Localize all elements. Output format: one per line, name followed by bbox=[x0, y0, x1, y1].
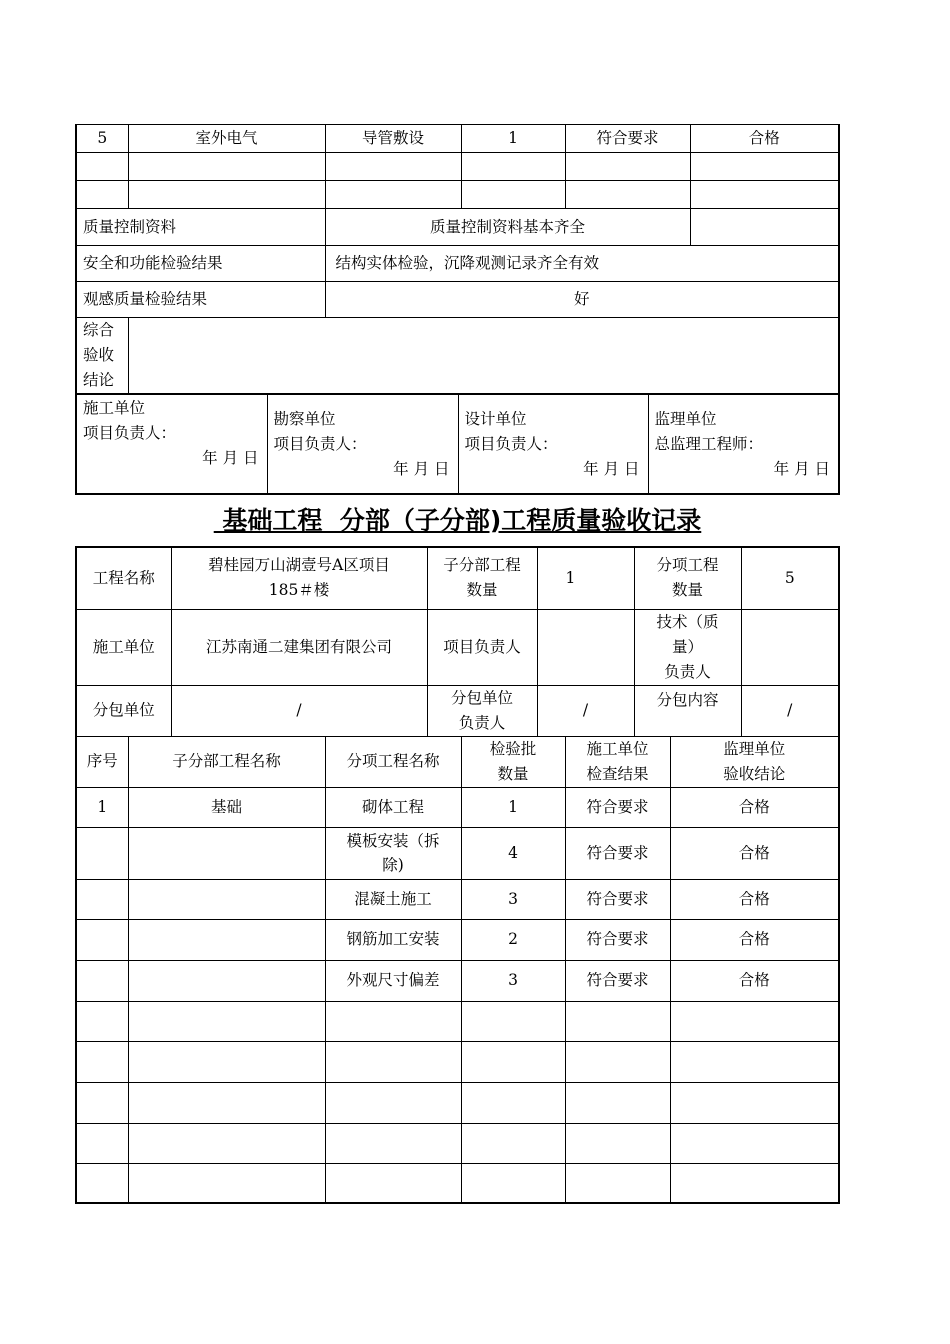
cell bbox=[565, 153, 690, 181]
tech-label-2: 量） bbox=[672, 637, 704, 656]
table-row bbox=[76, 318, 839, 395]
cell: 符合要求 bbox=[565, 960, 670, 1001]
header-supervisor-1: 监理单位 bbox=[723, 739, 786, 758]
table-row bbox=[76, 153, 839, 181]
conclusion-label-1: 综合 bbox=[83, 321, 115, 339]
cell bbox=[461, 153, 565, 181]
header-sub-name: 子分部工程名称 bbox=[128, 736, 325, 787]
cell: 4 bbox=[461, 827, 565, 879]
cell: 2 bbox=[461, 919, 565, 960]
appearance-value: 好 bbox=[325, 282, 839, 318]
signature-unit: 施工单位 bbox=[83, 399, 146, 417]
cell bbox=[76, 1001, 128, 1041]
cell bbox=[325, 153, 461, 181]
cell bbox=[128, 153, 325, 181]
cell bbox=[461, 1163, 565, 1203]
item-count-label-2: 数量 bbox=[672, 581, 704, 600]
cell: 合格 bbox=[670, 827, 839, 879]
table-row bbox=[76, 547, 839, 609]
sub-content-label: 分包内容 bbox=[634, 685, 741, 736]
pm-label: 项目负责人 bbox=[427, 609, 537, 685]
cell: 混凝土施工 bbox=[325, 879, 461, 919]
conclusion-label-2: 验收 bbox=[83, 346, 115, 364]
contractor-label: 施工单位 bbox=[76, 609, 171, 685]
signature-table bbox=[75, 393, 840, 495]
cell bbox=[461, 1041, 565, 1082]
cell bbox=[128, 919, 325, 960]
cell: 符合要求 bbox=[565, 879, 670, 919]
header-contractor-1: 施工单位 bbox=[586, 739, 649, 758]
header-batch-1: 检验批 bbox=[489, 739, 537, 758]
safety-value: 结构实体检验，沉降观测记录齐全有效 bbox=[325, 246, 839, 282]
cell bbox=[325, 1041, 461, 1082]
signature-unit: 设计单位 bbox=[464, 410, 527, 428]
sub-unit-pm-label-2: 负责人 bbox=[458, 713, 506, 732]
cell bbox=[565, 181, 690, 209]
cell bbox=[690, 153, 839, 181]
signature-row bbox=[76, 394, 839, 494]
signature-person: 总监理工程师： bbox=[654, 435, 764, 453]
cell bbox=[670, 1082, 839, 1123]
cell: 砌体工程 bbox=[325, 787, 461, 827]
cell: 合格 bbox=[670, 919, 839, 960]
signature-date: 年 月 日 bbox=[773, 460, 830, 478]
tech-label-3: 负责人 bbox=[664, 662, 711, 681]
header-contractor bbox=[565, 736, 670, 787]
signature-person: 项目负责人： bbox=[83, 424, 177, 442]
item-count-value: 5 bbox=[741, 547, 839, 609]
project-name-line1: 碧桂园万山湖壹号A区项目 bbox=[208, 556, 390, 575]
cell: 合格 bbox=[670, 879, 839, 919]
cell bbox=[325, 1001, 461, 1041]
cell bbox=[690, 181, 839, 209]
cell bbox=[565, 1082, 670, 1123]
tech-label bbox=[634, 609, 741, 685]
cell: 符合要求 bbox=[565, 125, 690, 153]
conclusion-label bbox=[76, 318, 128, 395]
cell bbox=[461, 1001, 565, 1041]
signature-design bbox=[458, 394, 648, 494]
cell: 符合要求 bbox=[565, 787, 670, 827]
cell bbox=[128, 879, 325, 919]
table-row bbox=[76, 1123, 839, 1163]
item-count-label bbox=[634, 547, 741, 609]
sub-content-value: / bbox=[741, 685, 839, 736]
sub-unit-pm-label bbox=[427, 685, 537, 736]
signature-person: 项目负责人： bbox=[273, 435, 367, 453]
cell bbox=[128, 181, 325, 209]
cell bbox=[128, 827, 325, 879]
header-supervisor bbox=[670, 736, 839, 787]
cell: 导管敷设 bbox=[325, 125, 461, 153]
tech-value bbox=[741, 609, 839, 685]
cell bbox=[128, 1163, 325, 1203]
signature-unit: 勘察单位 bbox=[273, 410, 336, 428]
cell: 合格 bbox=[690, 125, 839, 153]
cell: 1 bbox=[461, 125, 565, 153]
cell: 室外电气 bbox=[128, 125, 325, 153]
cell bbox=[76, 960, 128, 1001]
cell: 钢筋加工安装 bbox=[325, 919, 461, 960]
cell bbox=[76, 1163, 128, 1203]
cell: 5 bbox=[76, 125, 128, 153]
cell: 符合要求 bbox=[565, 919, 670, 960]
signature-date: 年 月 日 bbox=[393, 460, 450, 478]
cell bbox=[325, 1163, 461, 1203]
tech-label-1: 技术（质 bbox=[656, 612, 719, 631]
project-name-line2: 185＃楼 bbox=[268, 581, 330, 600]
cell bbox=[128, 1041, 325, 1082]
cell bbox=[76, 153, 128, 181]
project-name-label: 工程名称 bbox=[76, 547, 171, 609]
cell bbox=[76, 1041, 128, 1082]
cell bbox=[128, 1001, 325, 1041]
cell bbox=[670, 1041, 839, 1082]
project-name-value bbox=[171, 547, 427, 609]
cell: 符合要求 bbox=[565, 827, 670, 879]
header-batch bbox=[461, 736, 565, 787]
table-row bbox=[76, 246, 839, 282]
cell: 1 bbox=[76, 787, 128, 827]
cell: 基础 bbox=[128, 787, 325, 827]
cell: 3 bbox=[461, 879, 565, 919]
cell: 模板安装（拆除) bbox=[325, 827, 461, 879]
cell: 3 bbox=[461, 960, 565, 1001]
cell bbox=[325, 1082, 461, 1123]
safety-label: 安全和功能检验结果 bbox=[76, 246, 325, 282]
data-rows bbox=[76, 787, 839, 1203]
table-row bbox=[76, 879, 839, 919]
sub-count-label-2: 数量 bbox=[466, 581, 498, 600]
header-contractor-2: 检查结果 bbox=[586, 764, 649, 783]
cell bbox=[76, 879, 128, 919]
table-row bbox=[76, 919, 839, 960]
cell bbox=[670, 1123, 839, 1163]
cell bbox=[325, 1123, 461, 1163]
cell bbox=[565, 1001, 670, 1041]
header-item-name: 分项工程名称 bbox=[325, 736, 461, 787]
header-batch-2: 数量 bbox=[497, 764, 529, 783]
table-row bbox=[76, 1001, 839, 1041]
signature-date: 年 月 日 bbox=[202, 449, 259, 467]
cell bbox=[76, 181, 128, 209]
table-row bbox=[76, 685, 839, 736]
cell: 外观尺寸偏差 bbox=[325, 960, 461, 1001]
cell bbox=[325, 181, 461, 209]
signature-unit: 监理单位 bbox=[654, 410, 717, 428]
top-table bbox=[75, 124, 840, 395]
appearance-label: 观感质量检验结果 bbox=[76, 282, 325, 318]
table-row bbox=[76, 1082, 839, 1123]
signature-date: 年 月 日 bbox=[583, 460, 640, 478]
cell bbox=[461, 1123, 565, 1163]
cell bbox=[76, 919, 128, 960]
table-row bbox=[76, 181, 839, 209]
signature-supervisor bbox=[648, 394, 839, 494]
sub-unit-pm-value: / bbox=[537, 685, 634, 736]
cell bbox=[461, 181, 565, 209]
conclusion-label-3: 结论 bbox=[83, 371, 115, 389]
table-row bbox=[76, 609, 839, 685]
signature-person: 项目负责人： bbox=[464, 435, 558, 453]
sub-count-label bbox=[427, 547, 537, 609]
sub-unit-pm-label-1: 分包单位 bbox=[451, 688, 514, 707]
quality-data-value: 质量控制资料基本齐全 bbox=[325, 209, 690, 246]
cell bbox=[670, 1163, 839, 1203]
signature-contractor bbox=[76, 394, 267, 494]
item-count-label-1: 分项工程 bbox=[656, 556, 719, 575]
sub-unit-label: 分包单位 bbox=[76, 685, 171, 736]
sub-count-value: 1 bbox=[537, 547, 634, 609]
page-title: 基础工程 分部（子分部)工程质量验收记录 bbox=[213, 506, 702, 535]
sub-count-label-1: 子分部工程 bbox=[443, 556, 521, 575]
acceptance-table bbox=[75, 546, 840, 1204]
cell bbox=[76, 827, 128, 879]
cell bbox=[690, 209, 839, 246]
cell: 1 bbox=[461, 787, 565, 827]
header-seq: 序号 bbox=[76, 736, 128, 787]
header-supervisor-2: 验收结论 bbox=[723, 764, 786, 783]
cell bbox=[128, 1123, 325, 1163]
pm-value bbox=[537, 609, 634, 685]
header-row bbox=[76, 736, 839, 787]
cell bbox=[76, 1082, 128, 1123]
table-row bbox=[76, 1041, 839, 1082]
table-row bbox=[76, 787, 839, 827]
cell: 合格 bbox=[670, 960, 839, 1001]
table-row bbox=[76, 282, 839, 318]
table-row bbox=[76, 827, 839, 879]
table-row bbox=[76, 1163, 839, 1203]
cell bbox=[76, 1123, 128, 1163]
table-row bbox=[76, 209, 839, 246]
cell bbox=[128, 960, 325, 1001]
cell bbox=[670, 1001, 839, 1041]
cell: 合格 bbox=[670, 787, 839, 827]
table-row bbox=[76, 125, 839, 153]
signature-survey bbox=[267, 394, 458, 494]
contractor-value: 江苏南通二建集团有限公司 bbox=[171, 609, 427, 685]
cell bbox=[128, 1082, 325, 1123]
cell bbox=[565, 1163, 670, 1203]
cell bbox=[565, 1041, 670, 1082]
cell bbox=[565, 1123, 670, 1163]
cell bbox=[461, 1082, 565, 1123]
table-row bbox=[76, 960, 839, 1001]
quality-data-label: 质量控制资料 bbox=[76, 209, 325, 246]
conclusion-value bbox=[128, 318, 839, 395]
sub-unit-value: / bbox=[171, 685, 427, 736]
